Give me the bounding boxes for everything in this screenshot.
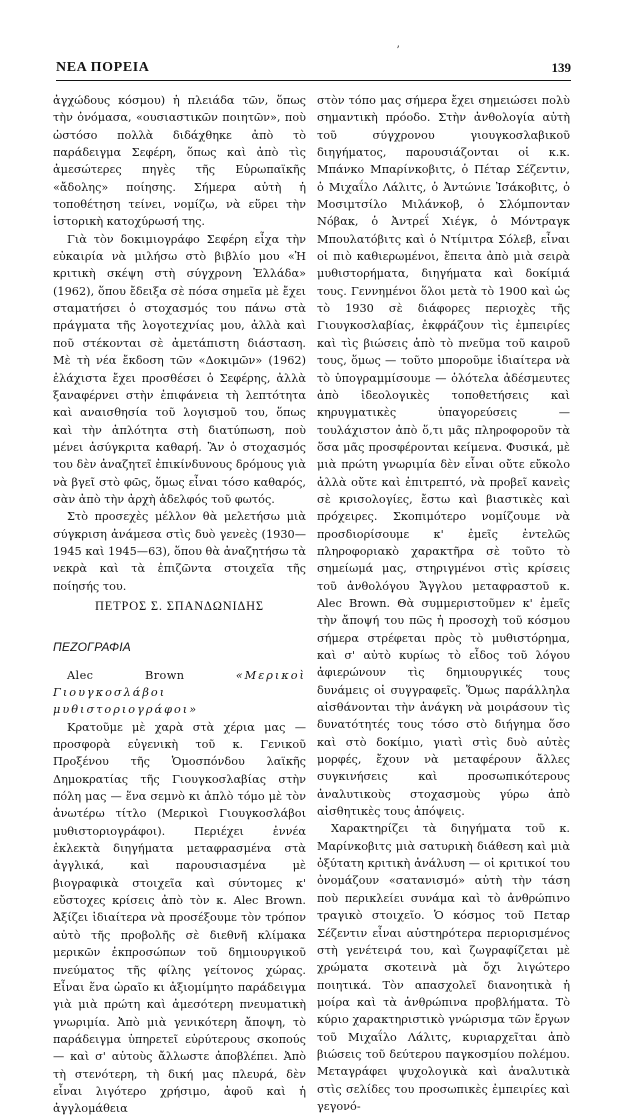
review-work-title: «Μερικοὶ Γιουγκοσλάβοι μυθιστοριογράφοι» <box>53 668 306 717</box>
review-author: Alec Brown <box>67 668 185 682</box>
left-column <box>53 92 306 1118</box>
review-paragraph-1: Κρατοῦμε μὲ χαρὰ στὰ χέρια μας — προσφορὰ εὐγενικὴ τοῦ κ. Γενικοῦ Προξένου τῆς Ὁμοσπόνδου λαϊκῆς Δημοκρατίας τῆς Γιουγκοσλαβίας στὴν πόλη μας — ἕνα σεμνὸ κι ἁπλὸ τόμο μὲ τὸν ἀνωτέρω τίτλο (Μερικοὶ Γιουγκοσλάβοι μυθιστοριογράφοι). Περιέχει ἐννέα ἐκλεκτὰ διηγήματα μεταφρασμένα στὰ ἀγγλικά, καὶ παρουσιασμένα μὲ βιογραφικὰ στοιχεῖα καὶ σύντομες κ' εὔστοχες κρίσεις ἀπὸ τὸν κ. Alec Brown. Ἀξίζει ἰδιαίτερα νὰ προσέξουμε τὸν τρόπον αὐτὸ τῆς προβολῆς σὲ διεθνῆ κλίμακα μερικῶν ἐκπροσώπων τοῦ δημιουργικοῦ πνεύματος τῆς φίλης γείτονος χώρας. Εἶναι ἕνα ὡραῖο κι ἀξιομίμητο παράδειγμα γιὰ μιὰ πρώτη καὶ ἀμεσότερη πνευματικὴ γνωριμία. Ἀπὸ μιὰ γενικότερη ἄποψη, τὸ παράδειγμα ὑπηρετεῖ εὐρύτερους σκοπούς — καὶ σ' αὐτοὺς ἄλλωστε ἀποβλέπει. Ἀπὸ τὴ στενότερη, τὴ δική μας πλευρά, δὲν εἶναι λιγότερο χρήσιμο, ἀφοῦ καὶ ἡ ἀγγλομάθεια <box>53 720 306 1116</box>
right-column <box>317 92 570 1115</box>
journal-title: ΝΕΑ ΠΟΡΕΙΑ <box>56 60 150 75</box>
section-heading-prose: ΠΕΖΟΓΡΑΦΙΑ <box>53 640 132 655</box>
review-paragraph-2: στὸν τόπο μας σήμερα ἔχει σημειώσει πολὺ σημαντικὴ πρόοδο. Στὴν ἀνθολογία αὐτὴ τοῦ σύγχρονου γιουγκοσλαβικοῦ διηγήματος, παρουσιάζονται οἱ κ.κ. Μπάνκο Μπαρίνκοβιτς, ὁ Πέταρ Σέζεντιν, ὁ Μιχαΐλο Λάλιτς, ὁ Ἀντώνιε Ἰσάκοβιτς, ὁ Μοσιμτσίλο Μιλάνκοβ, ὁ Σλόμπονταν Νόβακ, ὁ Ἀντρεΐ Χιέγκ, ὁ Μόντραγκ Μπουλατόβιτς καὶ ὁ Ντίμιτρα Σόλεβ, εἶναι οἱ πιὸ καθιερωμένοι, ἔπειτα ἀπὸ μιὰ σειρὰ μυθιστορήματα, διηγήματα καὶ δοκίμιά τους. Γεννημένοι ὅλοι μετὰ τὸ 1900 καὶ ὡς τὸ 1930 σὲ διάφορες περιοχὲς τῆς Γιουγκοσλαβίας, ἐκφράζουν τὶς ἐμπειρίες καὶ τὶς βιώσεις ἀπὸ τὸ πνεῦμα τοῦ καιροῦ τους, ὅμως — τοῦτο μποροῦμε ἰδιαίτερα νὰ τὸ ὑπογραμμίσουμε — ὁλότελα ἀδέσμευτες ἀπὸ ἰδεολογικὲς τοποθετήσεις καὶ κηρυγματικὲς ὑπαγορεύσεις — τουλάχιστον ἀπὸ ὅ,τι μᾶς πληροφοροῦν τὰ ὅσα μᾶς προσφέρονται κείμενα. Φυσικά, μὲ μιὰ πρώτη γνωριμία δὲν εἶναι οὔτε εὔκολο ἀλλὰ οὔτε καὶ ἐπιτρεπτό, νὰ προβεῖ κανεὶς σὲ κρισολογίες, ἔστω καὶ βιαστικὲς καὶ πρόχειρες. Σκοπιμότερο νομίζουμε νὰ προσδιορίσουμε κ' ἐμεῖς ἐντελῶς πληροφοριακὸ χαρακτῆρα σὲ τοῦτο τὸ σημείωμά μας, στηριγμένοι στὶς κρίσεις τοῦ ἀνθολόγου Ἄγγλου μεταφραστοῦ κ. Alec Brown. Θὰ συμμεριστοῦμεν κ' ἐμεῖς τὴν ἄποψή του πῶς ἡ προσοχὴ τοῦ κόσμου σήμερα στρέφεται πρὸς τὸ μυθιστόρημα, καὶ σ' αὐτὸ κυρίως τὸ εἶδος τοῦ λόγου ἀφιερώνουν τὶς δημιουργικές τους δυνάμεις οἱ συγγραφεῖς. Ὅμως παράλληλα αἰσθάνονται τὴν ἀνάγκη νὰ μοιράσουν τὶς δυνατότητές τους τόσο στὸ διήγημα ὅσο καὶ στὸ δοκίμιο, γιατὶ στὶς δυὸ αὐτὲς μορφές, ἔχουν νὰ μεταφέρουν ἄλλες συγκινήσεις καὶ προσωπικότερους ἀναλυτικοὺς στοχασμοὺς γύρω ἀπὸ αἰσθητικὲς τους ἀπόψεις. <box>317 94 570 819</box>
essay-paragraph-3: Στὸ προσεχὲς μέλλον θὰ μελετήσω μιὰ σύγκριση ἀνάμεσα στὶς δυὸ γενεὲς (1930—1945 καὶ 1945—63), ὅπου θὰ ἀναζητήσω τὰ νεκρὰ καὶ τὰ ἐπιζῶντα στοιχεῖα τῆς ποίησής του. <box>53 510 306 593</box>
running-head <box>56 58 571 81</box>
review-heading <box>53 667 306 719</box>
scan-speck: ʼ <box>396 44 400 57</box>
essay-paragraph-2: Γιὰ τὸν δοκιμιογράφο Σεφέρη εἶχα τὴν εὐκαιρία νὰ μιλήσω στὸ βιβλίο μου «Ἡ κριτικὴ σκέψη στὴ σύγχρονη Ἑλλάδα» (1962), ὅπου ἔδειξα σὲ πόσα σημεῖα μὲ ἔχει σταματήσει ὁ στοχασμός του πάνω στὰ πράγματα τῆς λογοτεχνίας μου, ἀλλὰ καὶ ποῦ στέκονται σὲ ἀμετάπιστη διάσταση. Μὲ τὴ νέα ἔκδοση τῶν «Δοκιμῶν» (1962) ἐλάχιστα ἔχει προσθέσει ὁ Σεφέρης, ἀλλὰ ξαναφέρνει στὴν ἐπιφάνεια τὴ λεπτότητα καὶ αναισθησία τοῦ λογισμοῦ του, ὅπως καὶ τὴν ἁπλότητα στὴ διατύπωση, ποὺ μένει ἀσύγκριτα καθαρή. Ἂν ὁ στοχασμός του δὲν ἀναζητεῖ ἐπικίνδυνους δρόμους γιὰ νὰ βγεῖ στὸ φῶς, ὅμως εἶναι τόσο καθαρός, σὰν ἀπὸ τὴν ἀρχὴ ἀδελφός τοῦ φωτός. <box>53 232 306 506</box>
author-signature: ΠΕΤΡΟΣ Σ. ΣΠΑΝΔΩΝΙΔΗΣ <box>95 598 264 613</box>
essay-paragraph-1: ἀγχώδους κόσμου) ἡ πλειάδα τῶν, ὅπως τὴν ὀνόμασα, «ουσιαστικῶν ποιητῶν», ποὺ ὡστόσο πολλὰ διδάχθηκε ἀπὸ τὸ παράδειγμα Σεφέρη, ὅπως καὶ ἀπὸ τὶς ἀμεσώτερες πηγὲς τῆς Εὐρωπαϊκῆς «ἄδολης» ποίησης. Σήμερα αὐτὴ ἡ τοποθέτηση τείνει, νομίζω, νὰ εὕρει τὴν ἱστορικὴ κατοχύρωσή της. <box>53 94 306 229</box>
review-paragraph-3: Χαρακτηρίζει τὰ διηγήματα τοῦ κ. Μαρίνκοβιτς μιὰ σατυρικὴ διάθεση καὶ μιὰ ὀξύτατη κριτικὴ ἀνάλυση — οἱ κριτικοί του ὀνομάζουν «σατανισμό» αὐτὴ τὴν τάση ποὺ περικλείει συνάμα καὶ τὸ ἀνθρώπινο τραγικὸ στοιχεῖο. Ὁ κόσμος τοῦ Πεταρ Σέζεντιν εἶναι αὐστηρότερα περιορισμένος στὴ γενέτειρά του, καὶ ζωγραφίζεται μὲ χρώματα σκοτεινὰ μὰ ὄχι λιγώτερο ποιητικά. Τὸν απασχολεῖ διανοητικὰ ἡ μοίρα καὶ τὰ ἀνθρώπινα προβλήματα. Τὸ κύριο χαρακτηριστικὸ γνώρισμα τῶν ἔργων τοῦ Μιχαΐλο Λάλιτς, κυριαρχεῖται ἀπὸ βιώσεις τοῦ δεύτερου παγκοσμίου πολέμου. Μεταγράφει ψυχολογικὰ καὶ ἀναλυτικὰ στὶς σελίδες του προσωπικὲς ἐμπειρίες καὶ γεγονό- <box>317 822 570 1113</box>
page-number: 139 <box>551 60 571 75</box>
